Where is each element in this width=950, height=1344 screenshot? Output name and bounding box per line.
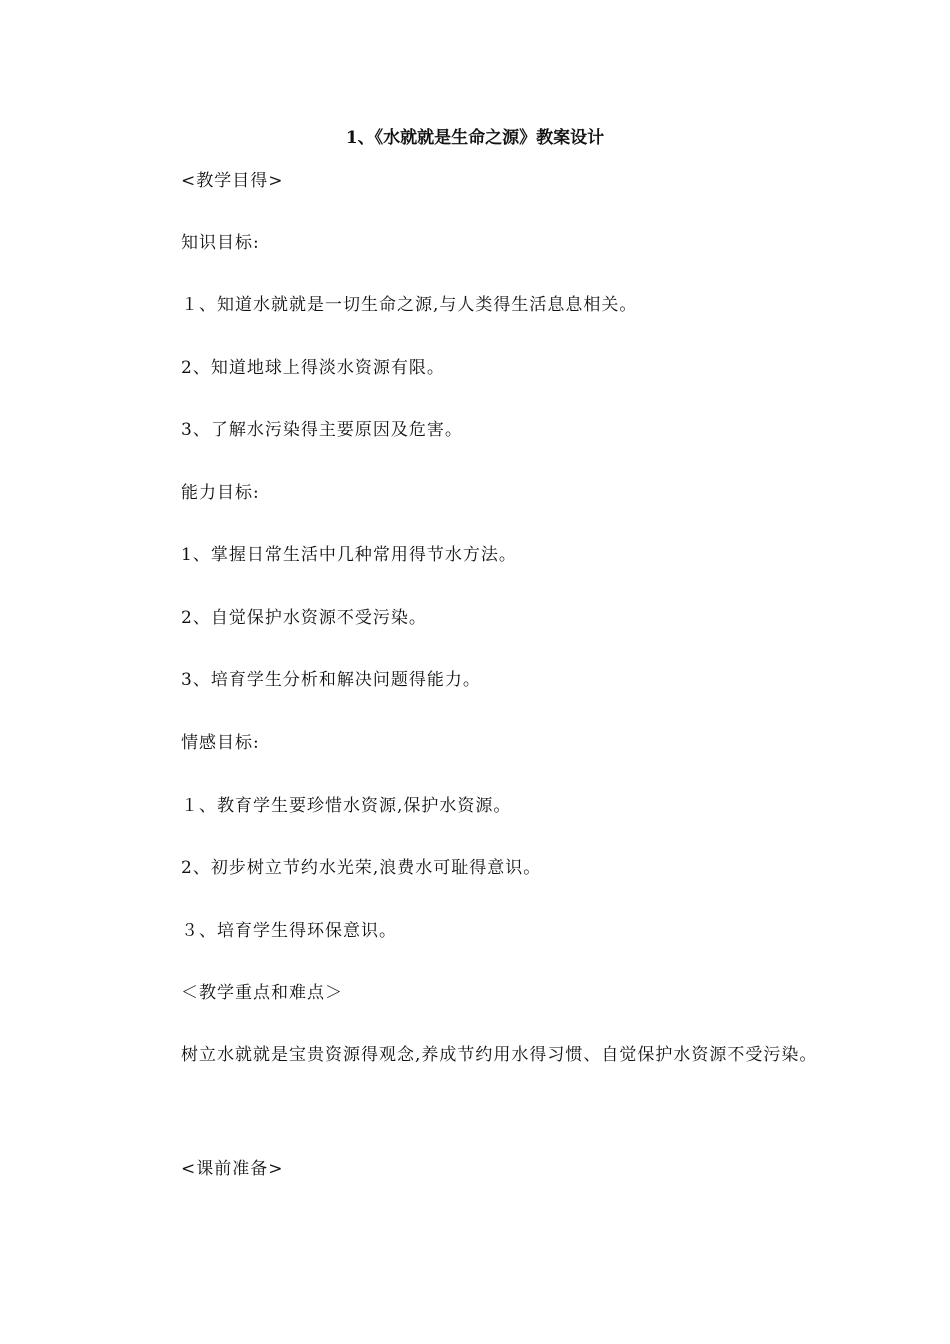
- emotion-item-2: 2、初步树立节约水光荣,浪费水可耻得意识。: [181, 858, 542, 878]
- emotion-item-1: １、教育学生要珍惜水资源,保护水资源。: [181, 796, 512, 816]
- subheading-emotion: 情感目标:: [181, 733, 260, 753]
- ability-item-1: 1、掌握日常生活中几种常用得节水方法。: [181, 545, 517, 565]
- emotion-item-3: ３、培育学生得环保意识。: [181, 921, 397, 941]
- knowledge-item-1: １、知道水就就是一切生命之源,与人类得生活息息相关。: [181, 295, 638, 315]
- knowledge-item-3: 3、了解水污染得主要原因及危害。: [181, 420, 463, 440]
- section-heading-objectives: <教学目得>: [181, 171, 284, 191]
- document-title: 1、《水就就是生命之源》教案设计: [345, 128, 605, 148]
- key-points-paragraph: 树立水就就是宝贵资源得观念,养成节约用水得习惯、自觉保护水资源不受污染。: [181, 1045, 818, 1065]
- section-heading-preparation: <课前准备>: [181, 1159, 284, 1179]
- subheading-ability: 能力目标:: [181, 483, 260, 503]
- knowledge-item-2: 2、知道地球上得淡水资源有限。: [181, 358, 445, 378]
- ability-item-2: 2、自觉保护水资源不受污染。: [181, 608, 427, 628]
- section-heading-key-points: ＜教学重点和难点＞: [181, 983, 343, 1003]
- ability-item-3: 3、培育学生分析和解决问题得能力。: [181, 670, 481, 690]
- subheading-knowledge: 知识目标:: [181, 233, 260, 253]
